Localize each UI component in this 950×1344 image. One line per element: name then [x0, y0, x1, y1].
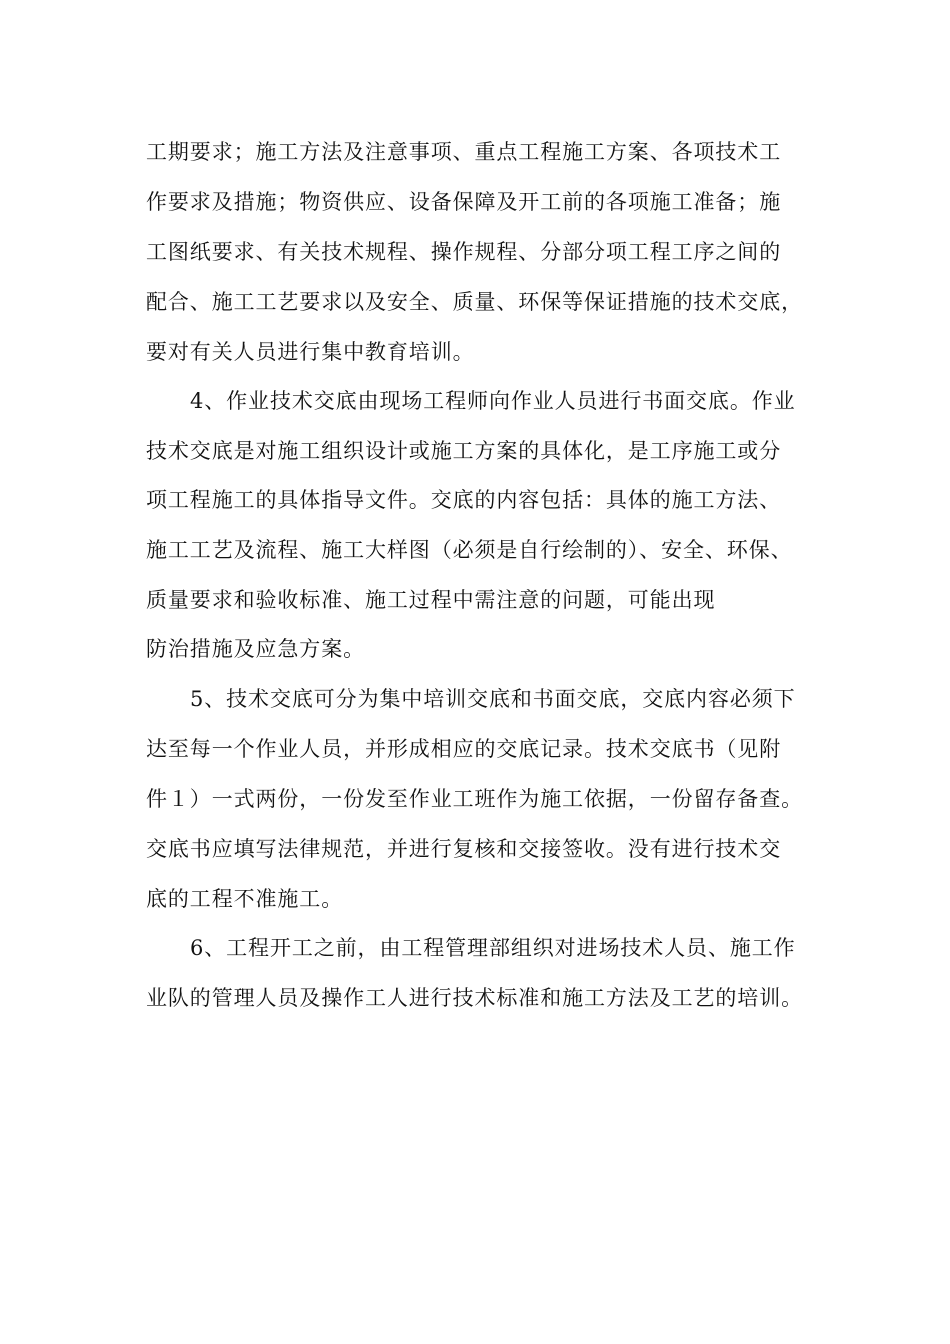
text-line: 业队的管理人员及操作工人进行技术标准和施工方法及工艺的培训。	[146, 986, 803, 1010]
text-line: 作要求及措施；物资供应、设备保障及开工前的各项施工准备；施	[146, 190, 782, 214]
text-line: 防治措施及应急方案。	[146, 637, 365, 661]
text-line: 工图纸要求、有关技术规程、操作规程、分部分项工程工序之间的	[146, 240, 782, 264]
text-line: 工期要求；施工方法及注意事项、重点工程施工方案、各项技术工	[146, 140, 782, 164]
text-line: 底的工程不准施工。	[146, 887, 344, 911]
text-line: 质量要求和验收标准、施工过程中需注意的问题，可能出现	[146, 588, 716, 612]
paragraph-4-start: 4、作业技术交底由现场工程师向作业人员进行书面交底。作业	[190, 389, 796, 413]
text-line: 要对有关人员进行集中教育培训。	[146, 340, 475, 364]
text-line: 件１）一式两份，一份发至作业工班作为施工依据，一份留存备查。	[146, 787, 803, 811]
text-line: 施工工艺及流程、施工大样图（必须是自行绘制的）、安全、环保、	[146, 538, 793, 562]
text-line: 技术交底是对施工组织设计或施工方案的具体化，是工序施工或分	[146, 439, 782, 463]
text-line: 项工程施工的具体指导文件。交底的内容包括：具体的施工方法、	[146, 488, 782, 512]
text-line: 配合、施工工艺要求以及安全、质量、环保等保证措施的技术交底，	[146, 290, 803, 314]
text-line: 交底书应填写法律规范，并进行复核和交接签收。没有进行技术交	[146, 837, 782, 861]
paragraph-6-start: 6、工程开工之前，由工程管理部组织对进场技术人员、施工作	[190, 936, 796, 960]
paragraph-5-start: 5、技术交底可分为集中培训交底和书面交底，交底内容必须下	[190, 687, 796, 711]
text-line: 达至每一个作业人员，并形成相应的交底记录。技术交底书（见附	[146, 737, 782, 761]
